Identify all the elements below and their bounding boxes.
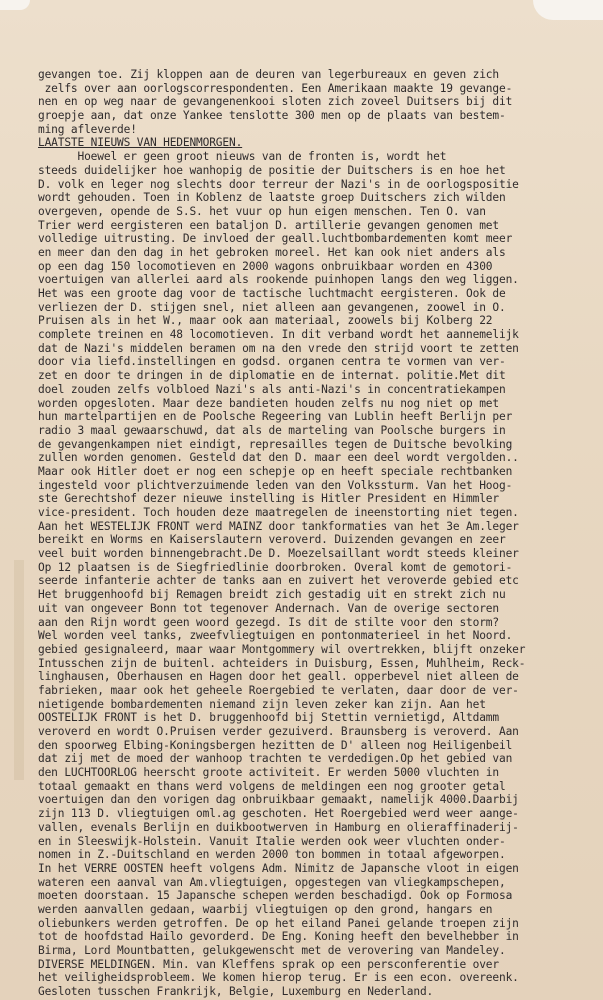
text-line: en meer dan den dag in het gebroken moreel. Het kan ook niet anders als xyxy=(38,245,506,259)
paper-tear xyxy=(0,0,30,10)
text-line: voertuigen van allerlei aard als rookende puinhopen langs den weg liggen. xyxy=(38,273,519,287)
text-line: veroverd en wordt O.Pruisen verder gezuiverd. Braunsberg is veroverd. Aan xyxy=(38,725,519,738)
text-line: wordt gehouden. Toen in Koblenz de laatste groep Duitschers zich wilden xyxy=(38,191,506,205)
section-heading: LAATSTE NIEUWS VAN HEDENMORGEN. xyxy=(38,136,243,150)
text-line: aan den Rijn wordt geen woord gezegd. Is dit de stilte voor den storm? xyxy=(38,615,499,629)
text-line: Gesloten tusschen Frankrijk, Belgie, Luxemburg en Nederland. xyxy=(38,985,434,999)
text-line: steeds duidelijker hoe wanhopig de positie der Duitschers is en hoe het xyxy=(38,163,506,177)
text-line: tot de hoofdstad Hailo gevorderd. De Eng. Koning heeft den bevelhebber in xyxy=(38,930,519,944)
text-line: nen en op weg naar de gevangenenkooi sloten zich zoveel Duitsers bij dit xyxy=(38,95,513,109)
text-line: bereikt en Worms en Kaiserslautern veroverd. Duizenden gevangen en zeer xyxy=(38,533,506,547)
text-line: overgeven, opende de S.S. het vuur op hun eigen menschen. Ten O. van xyxy=(38,204,486,218)
text-line: Het bruggenhoofd bij Remagen breidt zich gestadig uit en strekt zich nu xyxy=(38,588,506,602)
text-line: Maar ook Hitler doet er nog een schepje op en heeft speciale rechtbanken xyxy=(38,464,513,478)
text-line: werden aanvallen gedaan, waarbij vliegtuigen op den grond, hangars en xyxy=(38,902,493,916)
text-line: Trier werd eergisteren een bataljon D. artillerie gevangen genomen met xyxy=(38,218,499,232)
text-line: op een dag 150 locomotieven en 2000 wagons onbruikbaar worden en 4300 xyxy=(38,259,493,273)
text-line: den LUCHTOORLOG heerscht groote activiteit. Er werden 5000 vluchten in xyxy=(38,766,499,780)
text-line: zelfs over aan oorlogscorrespondenten. Een Amerikaan maakte 19 gevange- xyxy=(38,81,513,95)
text-line: nomen in Z.-Duitschland en werden 2000 ton bommen in totaal afgeworpen. xyxy=(38,848,506,862)
text-line: Intusschen zijn de buitenl. achteiders in Duisburg, Essen, Muhlheim, Reck- xyxy=(38,656,526,670)
text-line: OOSTELIJK FRONT is het D. bruggenhoofd bij Stettin vernietigd, Altdamm xyxy=(38,711,499,725)
text-line: D. volk en leger nog slechts door terreur der Nazi's in de oorlogspositie xyxy=(38,177,519,191)
text-line: gebied gesignaleerd, maar waar Montgommery wil overtrekken, blijft onzeker xyxy=(38,642,526,656)
text-line: oliebunkers werden getroffen. De op het eiland Panei gelande troepen zijn xyxy=(38,916,519,930)
text-line: vallen, evenals Berlijn en duikbootwerven in Hamburg en olieraffinaderij- xyxy=(38,820,519,834)
text-line: Hoewel er geen groot nieuws van de fronten is, wordt het xyxy=(38,150,447,164)
text-line: dat zij met de moed der wanhoop trachten te verdedigen.Op het gebied van xyxy=(38,752,513,766)
text-line: volledige uitrusting. De invloed der geall.luchtbombardementen komt meer xyxy=(38,232,513,246)
text-line: seerde infanterie achter de tanks aan en zuivert het veroverde gebied etc xyxy=(38,574,519,588)
text-line: het veiligheidsprobleem. We komen hierop terug. Er is een econ. overeenk. xyxy=(38,971,519,985)
text-line: Het was een groote dag voor de tactische luchtmacht eergisteren. Ook de xyxy=(38,287,506,300)
text-line: vice-president. Toch houden deze maatregelen de ineenstorting niet tegen. xyxy=(38,506,519,519)
text-line: ming afleverde! xyxy=(38,122,137,136)
text-line: groepje aan, dat onze Yankee tenslotte 300 men op de plaats van bestem- xyxy=(38,109,506,123)
text-line: In het VERRE OOSTEN heeft volgens Adm. Nimitz de Japansche vloot in eigen xyxy=(38,861,519,875)
text-line: zullen worden genomen. Gesteld dat den D. maar een deel wordt vergolden.. xyxy=(38,451,519,465)
text-line: zet en door te dringen in de diplomatie en de internat. politie.Met dit xyxy=(38,369,506,383)
text-line: ste Gerechtshof dezer nieuwe instelling is Hitler President en Himmler xyxy=(38,492,499,506)
document-body xyxy=(38,68,601,999)
text-line: doel zouden zelfs volbloed Nazi's als anti-Nazi's in concentratiekampen xyxy=(38,382,506,396)
text-line: radio 3 maal gewaarschuwd, dat als de marteling van Poolsche burgers in xyxy=(38,423,506,437)
text-line: dat de Nazi's middelen beramen om na den vrede den strijd voort te zetten xyxy=(38,341,519,355)
text-line: Wel worden veel tanks, zweefvliegtuigen en pontonmaterieel in het Noord. xyxy=(38,629,513,643)
text-line: Op 12 plaatsen is de Siegfriedlinie doorbroken. Overal komt de gemotori- xyxy=(38,560,513,574)
text-line: totaal gemaakt en thans werd volgens de meldingen een nog grooter getal xyxy=(38,779,506,793)
text-line: verliezen der D. stijgen snel, niet alleen aan gevangenen, zoowel in O. xyxy=(38,300,506,314)
text-line: veel buit worden binnengebracht.De D. Moezelsaillant wordt steeds kleiner xyxy=(38,547,519,561)
text-line: zijn 113 D. vliegtuigen oml.ag geschoten. Het Roergebied werd weer aange- xyxy=(38,807,519,821)
text-line: complete treinen en 48 locomotieven. In dit verband wordt het aannemelijk xyxy=(38,328,519,342)
text-line: worden opgesloten. Maar deze bandieten houden zelfs nu nog niet op met xyxy=(38,396,499,410)
text-line: Aan het WESTELIJK FRONT werd MAINZ door tankformaties van het 3e Am.leger xyxy=(38,519,519,533)
text-line: DIVERSE MELDINGEN. Min. van Kleffens sprak op een persconferentie over xyxy=(38,957,499,971)
text-line: en in Sleeswijk-Holstein. Vanuit Italie werden ook weer vluchten onder- xyxy=(38,834,506,848)
text-line: wateren een aanval van Am.vliegtuigen, opgestegen van vliegkampschepen, xyxy=(38,875,506,889)
text-line: fabrieken, maar ook het geheele Roergebied te verlaten, daar door de ver- xyxy=(38,683,519,697)
text-line: de gevangenkampen niet eindigt, represailles tegen de Duitsche bevolking xyxy=(38,437,513,451)
text-line: linghausen, Oberhausen en Hagen door het geall. opperbevel niet alleen de xyxy=(38,670,519,684)
text-line: moeten doorstaan. 15 Japansche schepen werden beschadigd. Ook op Formosa xyxy=(38,889,513,903)
text-line: ingesteld voor plichtverzuimende leden van den Volkssturm. Van het Hoog- xyxy=(38,478,513,492)
text-line: den spoorweg Elbing-Koningsbergen hezitten de D' alleen nog Heiligenbeil xyxy=(38,738,513,752)
paper-tear xyxy=(533,0,603,20)
text-line: Pruisen als in het W., maar ook aan materiaal, zoowels bij Kolberg 22 xyxy=(38,314,493,328)
text-line: Birma, Lord Mountbatten, gelukgewenscht met de verovering van Mandeley. xyxy=(38,944,506,957)
paper-stain xyxy=(14,560,24,780)
text-line: uit van ongeveer Bonn tot tegenover Andernach. Van de overige sectoren xyxy=(38,601,499,615)
text-line: nietigende bombardementen niemand zijn leven zeker kan zijn. Aan het xyxy=(38,697,486,711)
text-line: voertuigen dan den vorigen dag onbruikbaar gemaakt, namelijk 4000.Daarbij xyxy=(38,793,519,807)
text-line: hun martelpartijen en de Poolsche Regeering van Lublin heeft Berlijn per xyxy=(38,410,513,424)
text-line: gevangen toe. Zij kloppen aan de deuren van legerbureaux en geven zich xyxy=(38,68,499,81)
text-line: door via liefd.instellingen en godsd. organen centra te vormen van ver- xyxy=(38,355,506,369)
